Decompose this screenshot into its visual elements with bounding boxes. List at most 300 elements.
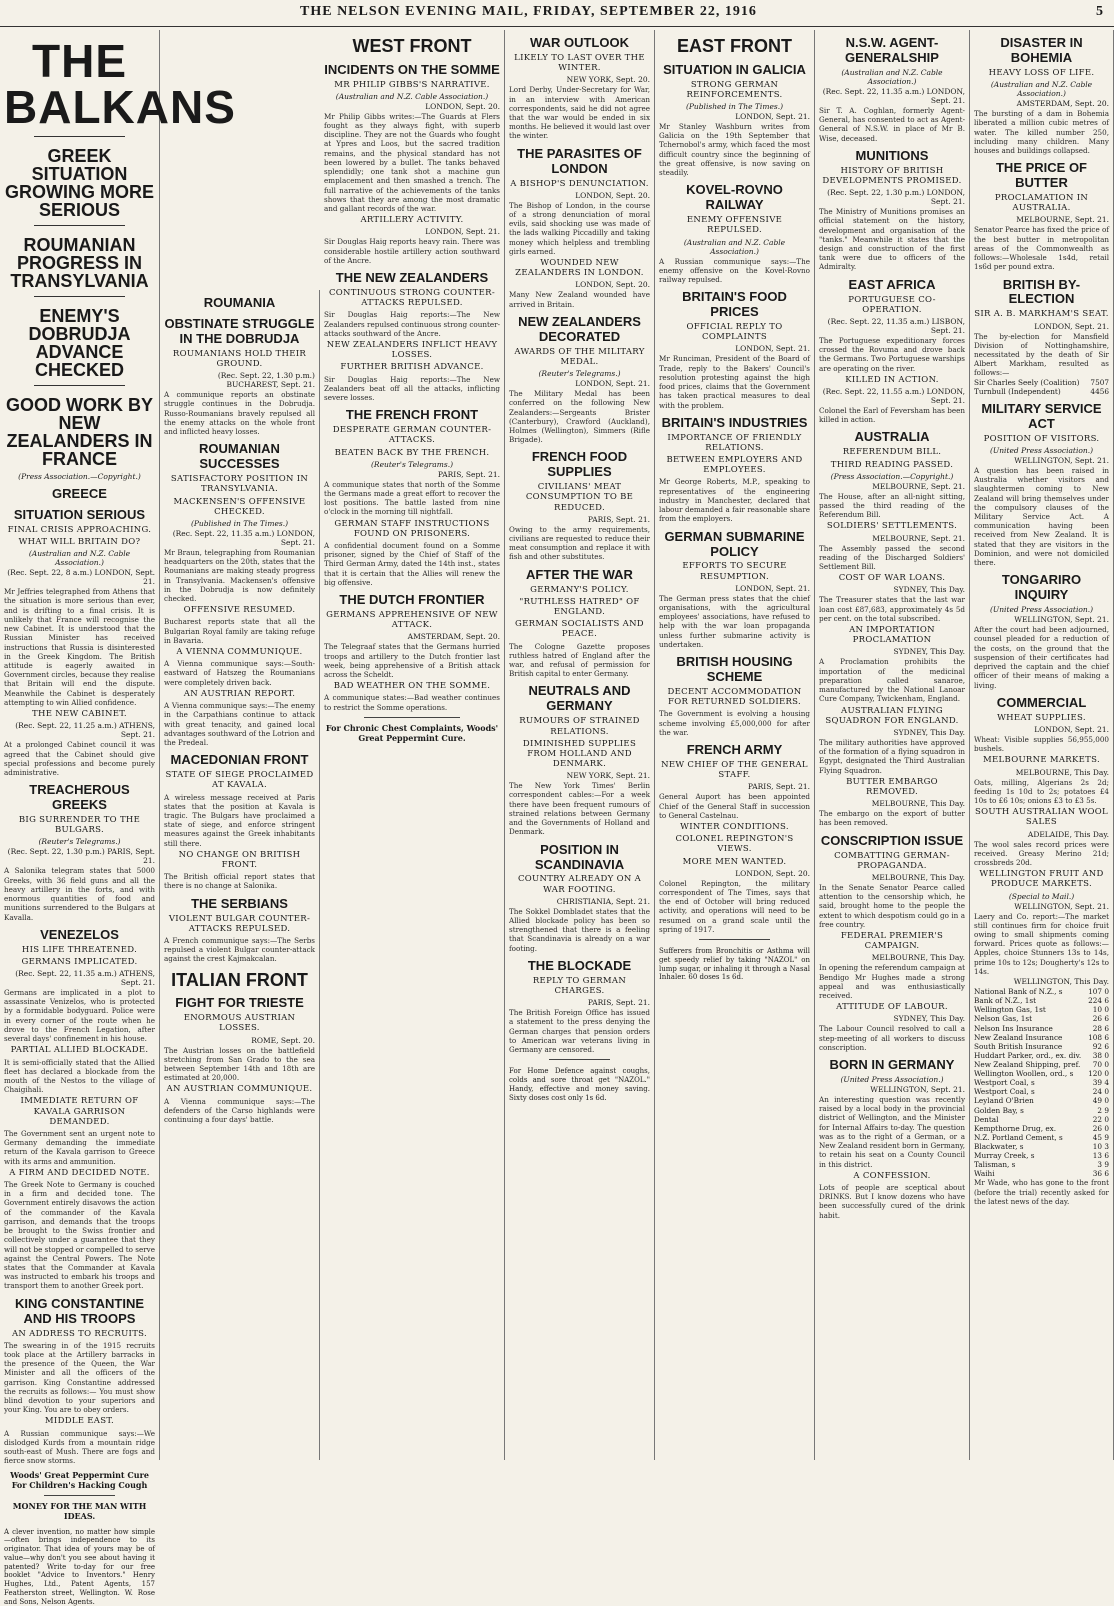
subhead: REFERENDUM BILL. — [842, 447, 942, 458]
divider — [699, 939, 770, 940]
column-balkans — [0, 30, 236, 1606]
subhead: ATTITUDE OF LABOUR. — [836, 1002, 948, 1013]
subhead: GERMANY'S POLICY. — [530, 584, 629, 595]
subhead: GERMAN STAFF INSTRUCTIONS FOUND ON PRISONERS. — [334, 518, 490, 539]
stock-price: 22 0 — [1092, 1114, 1109, 1124]
headline-scandinavia: POSITION IN SCANDINAVIA — [534, 841, 625, 872]
table-row — [974, 1096, 1109, 1105]
article-text: The Labour Council resolved to call a step-meeting of all workers to discuss conscription. — [819, 1024, 965, 1052]
stock-name: New Zealand Insurance — [974, 1032, 1063, 1042]
dateline: LONDON, Sept. 20. — [575, 280, 650, 290]
dateline: (Rec. Sept. 22, 11.35 a.m.) LISBON, Sept. 21. — [827, 316, 965, 335]
subhead: CONTINUOUS STRONG COUNTER-ATTACKS REPULSED. — [328, 288, 495, 309]
headline-king-constantine: KING CONSTANTINE AND HIS TROOPS — [14, 1295, 145, 1326]
subhead: STATE OF SIEGE PROCLAIMED AT KAVALA. — [165, 770, 314, 791]
subhead: ROUMANIANS HOLD THEIR GROUND. — [172, 348, 307, 369]
table-row — [974, 1051, 1109, 1060]
subhead: MIDDLE EAST. — [44, 1416, 115, 1427]
source: (Australian and N.Z. Cable Association.) — [683, 237, 786, 256]
stock-price: 13 6 — [1092, 1151, 1109, 1161]
article-text: Wheat: Visible supplies 56,955,000 bushels. — [974, 734, 1109, 754]
stock-name: N.Z. Portland Cement, s — [974, 1132, 1063, 1142]
table-row — [974, 1115, 1109, 1124]
subhead: RUMOURS OF STRAINED RELATIONS. — [519, 716, 640, 737]
dateline: LONDON, Sept. 21. — [735, 112, 810, 121]
article-text: The British Foreign Office has issued a statement to the press denying the German charges that pension orders to American war veterans living in Germany are censored. — [509, 1008, 650, 1055]
headline-parasites-london: THE PARASITES OF LONDON — [517, 145, 642, 176]
column-commercial — [970, 30, 1114, 1460]
headline-italian-front: ITALIAN FRONT — [171, 969, 308, 990]
table-row — [974, 1169, 1109, 1178]
article-text: A communique states:—Bad weather continues to restrict the Somme operations. — [324, 693, 500, 712]
article-text: In opening the referendum campaign at Bendigo Mr Hughes made a strong appeal and was enthusiastically received. — [819, 963, 965, 1001]
article-text: A communique states that north of the Somme the Germans made a great effort to recover the lost positions. The battle lasted from nine o'clock in the morning till nightfall. — [324, 479, 500, 517]
credit: (Press Association.—Copyright.) — [18, 472, 141, 481]
source: (United Press Association.) — [840, 1075, 944, 1085]
article-text: A Proclamation prohibits the importation of the medicinal preparation called sanaroe, manufactured by the National Lanoar Cure Company, Twickenham, England. — [819, 657, 965, 704]
headline-nsw-agent: N.S.W. AGENT-GENERALSHIP — [845, 35, 939, 65]
dateline: LONDON, Sept. 21. — [1034, 321, 1109, 331]
advertisement-peppermint-cure: For Chronic Chest Complaints, Woods' Great Peppermint Cure. — [325, 722, 499, 743]
divider — [34, 385, 125, 386]
article-text: A confidential document found on a Somme prisoner, signed by the Chief of Staff of the Third German Army, dated the 14th inst., states that it is certain that the Allies will renew the big offensive. — [324, 541, 500, 587]
advertisement-nazol-asthma: Sufferers from Bronchitis or Asthma will get speedy relief by taking "NAZOL" on lump sugar, or inhaling it through a Nasal Inhaler. 60 doses 1s 6d. — [659, 947, 810, 982]
article-text: Colonel Repington, the military correspondent of The Times, says that the end of October will bring reduced activity, and operations will need to be resumed on a grand scale until the spring of 1917. — [659, 878, 810, 934]
dateline: SYDNEY, This Day. — [893, 727, 965, 737]
subhead: NEW ZEALANDERS INFLICT HEAVY LOSSES. — [326, 340, 498, 361]
headline-roumanian-successes: ROUMANIAN SUCCESSES — [199, 441, 280, 472]
article-text: The Austrian losses on the battlefield stretching from San Grado to the sea between September 14th and 18th are estimated at 20,000. — [164, 1045, 315, 1083]
article-text: The Government is evolving a housing scheme involving £5,000,000 for after the war. — [659, 709, 810, 737]
stock-price: 26 0 — [1092, 1123, 1109, 1133]
table-row — [974, 1160, 1109, 1169]
dateline: LONDON, Sept. 21. — [735, 344, 810, 354]
article-text: Mr George Roberts, M.P., speaking to representatives of the engineering industry in Manchester, declared that labour demanded a fair reasonable share from the employers. — [659, 477, 810, 524]
headline-military-service: MILITARY SERVICE ACT — [981, 400, 1102, 431]
article-text: Sir Douglas Haig reports:—The New Zealanders repulsed continuous strong counter-attacks southward of the Ancre. — [324, 310, 500, 338]
subhead: "RUTHLESS HATRED" OF ENGLAND. — [519, 596, 640, 617]
subhead-new-zealanders: GOOD WORK BY NEW ZEALANDERS IN FRANCE — [6, 395, 153, 469]
article-text: A Russian communique says:—The enemy offensive on the Kovel-Rovno railway repulsed. — [659, 256, 810, 284]
article-text: In the Senate Senator Pearce called attention to the censorship which, he said, brought home to the people the extent to which despotism could go in a free country. — [819, 882, 965, 929]
article-text: An interesting question was recently raised by a local body in the provincial district of Wellington, and the Minister for Internal Affairs to-day. The question was as to the right of a German, or a New Zealand resident born in Germany, to retain his seat on a County Council in this district. — [819, 1095, 965, 1169]
subhead: WELLINGTON FRUIT AND PRODUCE MARKETS. — [979, 869, 1104, 890]
subhead: PORTUGUESE CO-OPERATION. — [848, 294, 936, 315]
candidate: Turnbull (Independent) — [974, 386, 1061, 396]
subhead: PROCLAMATION IN AUSTRALIA. — [994, 193, 1089, 214]
article-text: A communique reports an obstinate struggle continues in the Dobrudja. Russo-Roumanians bravely repulsed all the enemy attacks on the whole front and inflicted heavy losses. — [164, 390, 315, 437]
article-text: Mr Stanley Washburn writes from Galicia on the 19th September that Tchernobol's army, which faced the most difficult country since the beginning of the great offensive, is now saving on steadily. — [659, 122, 810, 178]
dateline: ADELAIDE, This Day. — [1027, 829, 1109, 839]
table-row — [974, 987, 1109, 996]
headline-kovel-rovno: KOVEL-ROVNO RAILWAY — [686, 182, 783, 213]
subhead: SATISFACTORY POSITION IN TRANSYLVANIA. — [170, 474, 309, 495]
table-row — [974, 387, 1109, 396]
subhead: VIOLENT BULGAR COUNTER-ATTACKS REPULSED. — [168, 913, 311, 934]
subhead: GERMANS APPREHENSIVE OF NEW ATTACK. — [326, 610, 498, 631]
subhead: OFFENSIVE RESUMED. — [183, 605, 296, 616]
election-results-table — [974, 378, 1109, 396]
newspaper-title: THE NELSON EVENING MAIL, FRIDAY, SEPTEMBER 22, 1916 — [300, 4, 757, 19]
dateline: (Rec. Sept. 22, 11.35 a.m.) ATHENS, Sept. 21. — [15, 969, 155, 988]
table-row — [974, 378, 1109, 387]
stock-price: 24 0 — [1092, 1087, 1109, 1097]
dateline: LONDON, Sept. 20. — [735, 868, 810, 878]
subhead: IMMEDIATE RETURN OF KAVALA GARRISON DEMANDED. — [20, 1096, 139, 1127]
source: (Published in The Times.) — [190, 518, 289, 528]
dateline: SYDNEY, This Day. — [893, 585, 965, 595]
subhead: BUTTER EMBARGO REMOVED. — [846, 776, 938, 797]
article-text: The bursting of a dam in Bohemia liberated a million cubic metres of water. The killed number 250, including many children. Many houses and buildings collapsed. — [974, 109, 1109, 155]
article-text: The Ministry of Munitions promises an official statement on the history, development and organisation of the "tanks." Meanwhile it states that the design and construction of the first tank were due to officers of the Admiralty. — [819, 207, 965, 272]
stock-price: 10 3 — [1092, 1141, 1109, 1151]
headline-east-front: EAST FRONT — [677, 36, 792, 56]
headline-by-election: BRITISH BY-ELECTION — [1002, 276, 1081, 307]
subhead: AN IMPORTATION PROCLAMATION — [849, 625, 935, 646]
article-text: A French communique says:—The Serbs repulsed a violent Bulgar counter-attack against the crest Kajmakcalan. — [164, 935, 315, 964]
stock-name: Wellington Gas, 1st — [974, 1005, 1046, 1015]
dateline: SYDNEY, This Day. — [893, 647, 965, 657]
table-row — [974, 1133, 1109, 1142]
dateline: (Rec. Sept. 22, 8 a.m.) LONDON, Sept. 21. — [7, 568, 155, 587]
article-text: A Vienna communique says:—South-eastward of Hatszeg the Roumanians were completely driven back. — [164, 659, 315, 687]
article-text: Colonel the Earl of Feversham has been killed in action. — [819, 405, 965, 425]
subhead: A BISHOP'S DENUNCIATION. — [510, 178, 649, 189]
article-text: The Cologne Gazette proposes ruthless hatred of England after the war, and refusal of permission for British capital to enter Germany. — [509, 641, 650, 679]
article-text: Lots of people are sceptical about DRINKS. But I know dozens who have been successfully cured of the drink habit. — [819, 1182, 965, 1220]
headline-price-of-butter: THE PRICE OF BUTTER — [995, 160, 1087, 191]
table-row — [974, 1069, 1109, 1078]
subhead: COLONEL REPINGTON'S VIEWS. — [675, 834, 794, 855]
dateline: PARIS, Sept. 21. — [437, 469, 500, 479]
stock-name: South British Insurance — [974, 1041, 1063, 1051]
stock-price: 120 0 — [1088, 1069, 1109, 1079]
headline-housing-scheme: BRITISH HOUSING SCHEME — [676, 654, 793, 685]
subhead: AN AUSTRIAN COMMUNIQUE. — [166, 1084, 313, 1095]
article-text: A question has been raised in Australia whether visitors and slaughtermen coming to New Zealand will bring themselves under the compulsory clauses of the Military Service Act. A communication having been received from New Zealand. It is stated that they are visitors in the Dominion, and were not domiciled there. — [974, 465, 1109, 568]
article-text: The Treasurer states that the last war loan cost £87,683, approximately 4s 5d per cent. on the total subscribed. — [819, 595, 965, 623]
dateline: AMSTERDAM, Sept. 20. — [1016, 99, 1109, 109]
dateline: MELBOURNE, This Day. — [871, 799, 965, 809]
advertisement-nazol: For Home Defence against coughs, colds and sore throat get "NAZOL." Handy, effective and money saving. Sixty doses cost only 1s 6d. — [509, 1067, 650, 1102]
subhead: MELBOURNE MARKETS. — [983, 755, 1100, 766]
subhead: THE NEW CABINET. — [32, 709, 127, 720]
dateline: LONDON, Sept. 21. — [425, 227, 500, 237]
votes: 4456 — [1090, 386, 1109, 396]
article-text: A wireless message received at Paris states that the position at Kavala is tragic. The Bulgars have proclaimed a state of siege, and enforce stringent measures against the Greek inhabitants still there. — [164, 792, 315, 848]
subhead: BETWEEN EMPLOYERS AND EMPLOYEES. — [666, 455, 803, 476]
source: (United Press Association.) — [989, 445, 1094, 455]
subhead: ENEMY OFFENSIVE REPULSED. — [686, 215, 783, 236]
article-text: Mr Jeffries telegraphed from Athens that the situation is more serious than ever, and is drifting to a final crisis. It is unlikely that France will recognise the new Cabinet. It is understood that the Russian Minister has received instructions that Russia is disinterested in the Greek Kingdom. The British attitude is eagerly awaited in Government circles, because they realise that Britain will end the dispute. Meanwhile the Cabinet is desperately attempting to win Allied confidence. — [4, 587, 155, 707]
article-text: Lord Derby, Under-Secretary for War, in an interview with American correspondents, said he did not agree that the war would be ended in six months. He believed it would last over the winter. — [509, 85, 650, 141]
stock-price: 45 9 — [1092, 1132, 1109, 1142]
headline-after-the-war: AFTER THE WAR — [526, 566, 633, 582]
dateline: LONDON, Sept. 20. — [575, 190, 650, 200]
subhead: COUNTRY ALREADY ON A WAR FOOTING. — [517, 874, 642, 895]
headline-incidents-somme: INCIDENTS ON THE SOMME — [324, 61, 500, 77]
article-text: The wool sales record prices were received. Greasy Merino 21d; crossbreds 20d. — [974, 839, 1109, 867]
headline-commercial: COMMERCIAL — [996, 694, 1087, 710]
headline-west-front: WEST FRONT — [352, 36, 472, 56]
source: (Reuter's Telegrams.) — [538, 369, 621, 379]
headline-tongariro: TONGARIRO INQUIRY — [1001, 572, 1082, 603]
column-roumania — [160, 290, 320, 1460]
headline-treacherous-greeks: TREACHEROUS GREEKS — [29, 782, 130, 813]
headline-blockade: THE BLOCKADE — [527, 957, 632, 973]
stock-price: 3 9 — [1097, 1160, 1109, 1170]
headline-french-food-supplies: FRENCH FOOD SUPPLIES — [531, 449, 628, 480]
subhead: LIKELY TO LAST OVER THE WINTER. — [514, 52, 645, 74]
stock-price: 70 0 — [1092, 1059, 1109, 1069]
stock-name: Waihi — [974, 1169, 995, 1179]
column-australia — [815, 30, 970, 1460]
subhead: ARTILLERY ACTIVITY. — [360, 215, 464, 226]
headline-australia: AUSTRALIA — [854, 429, 930, 445]
subhead: MR PHILIP GIBBS'S NARRATIVE. — [334, 79, 490, 90]
dateline: LONDON, Sept. 21. — [735, 583, 810, 593]
stock-name: Westport Coal, s — [974, 1078, 1035, 1088]
table-row — [974, 1033, 1109, 1042]
headline-balkans: THE BALKANS — [4, 35, 236, 133]
table-row — [974, 1124, 1109, 1133]
subhead: HIS LIFE THREATENED. — [21, 944, 138, 955]
stock-name: Golden Bay, s — [974, 1105, 1024, 1115]
stock-price: 108 6 — [1088, 1032, 1109, 1042]
subhead: DIMINISHED SUPPLIES FROM HOLLAND AND DENMARK. — [522, 738, 637, 770]
dateline: WELLINGTON, Sept. 21. — [1014, 615, 1109, 625]
headline-roumania: ROUMANIA — [203, 295, 276, 310]
stock-name: New Zealand Shipping, pref. — [974, 1059, 1081, 1069]
stock-price: 107 0 — [1088, 987, 1109, 997]
stock-name: Blackwater, s — [974, 1141, 1024, 1151]
article-text: The Bishop of London, in the course of a strong denunciation of moral evils, said shocking use was made of the lads walking Piccadilly and taking money which helpless and trembling girls earned. — [509, 200, 650, 256]
subhead: SOUTH AUSTRALIAN WOOL SALES — [975, 807, 1108, 828]
headline-french-army: FRENCH ARMY — [686, 742, 783, 758]
stock-price: 92 6 — [1092, 1041, 1109, 1051]
subhead: FINAL CRISIS APPROACHING. — [7, 524, 152, 535]
article-text: Mr Wade, who has gone to the front (before the trial) recently asked for the latest news of the day. — [974, 1178, 1109, 1206]
article-text: Sir Douglas Haig reports:—The New Zealanders beat off all the attacks, inflicting severe losses. — [324, 374, 500, 403]
article-text: The Government sent an urgent note to Germany demanding the immediate return of the Kavala garrison to Greece with its arms and ammunition. — [4, 1128, 155, 1166]
dateline: CHRISTIANIA, Sept. 21. — [556, 896, 650, 906]
headline-food-prices: BRITAIN'S FOOD PRICES — [682, 289, 787, 320]
subhead: PARTIAL ALLIED BLOCKADE. — [10, 1045, 149, 1056]
article-text: Mr Runciman, President of the Board of Trade, reply to the Bakers' Council's resolution protesting against the high food prices, claims that the Government has taken practical measures to deal with the problem. — [659, 354, 810, 410]
article-text: A Vienna communique says:—The enemy in the Carpathians continue to attack with great tenacity, and gained local advantages southward of the Lotrion and the Predeal. — [164, 701, 315, 747]
stock-name: Bank of N.Z., 1st — [974, 996, 1037, 1006]
dateline: MELBOURNE, This Day. — [1015, 767, 1109, 777]
subhead: WHAT WILL BRITAIN DO? — [18, 537, 141, 548]
headline-obstinate-struggle: OBSTINATE STRUGGLE IN THE DOBRUDJA — [164, 315, 315, 346]
stock-name: Wellington Woollen, ord., s — [974, 1069, 1074, 1079]
dateline: SYDNEY, This Day. — [893, 1014, 965, 1024]
subhead-dobrudja: ENEMY'S DOBRUDJA ADVANCE CHECKED — [28, 306, 131, 380]
subhead: DECENT ACCOMMODATION FOR RETURNED SOLDIERS. — [667, 687, 802, 708]
subhead: SOLDIERS' SETTLEMENTS. — [826, 521, 958, 532]
table-row — [974, 1042, 1109, 1051]
article-text: It is semi-officially stated that the Allied fleet has declared a blockade from the mouth of the Nestos to the village of Chaigihali. — [4, 1057, 155, 1095]
source: (Reuter's Telegrams.) — [371, 459, 453, 469]
subhead: KILLED IN ACTION. — [845, 374, 939, 385]
stock-price: 224 6 — [1088, 996, 1109, 1006]
article-text: The military authorities have approved of the formation of a flying squadron in Egypt, designated the Third Australian Flying Squadron. — [819, 737, 965, 775]
stock-price: 39 4 — [1092, 1078, 1109, 1088]
subhead: FEDERAL PREMIER'S CAMPAIGN. — [840, 931, 944, 952]
dateline: (Rec. Sept. 22, 11.25 a.m.) ATHENS, Sept. 21. — [15, 721, 155, 740]
subhead: NEW CHIEF OF THE GENERAL STAFF. — [661, 759, 808, 781]
article-text: After the court had been adjourned, counsel pleaded for a reduction of the costs, on the ground that the suspension of their certificates had deprived the captain and the chief officer of their means of making a living. — [974, 625, 1109, 690]
dateline: AMSTERDAM, Sept. 20. — [407, 632, 500, 642]
subhead: WINTER CONDITIONS. — [680, 822, 789, 832]
subhead: WHEAT SUPPLIES. — [997, 712, 1086, 723]
stock-name: Dental — [974, 1114, 999, 1124]
stock-name: Westport Coal, s — [974, 1087, 1035, 1097]
dateline: WELLINGTON, Sept. 21. — [870, 1085, 965, 1095]
source: (Australian and N.Z. Cable Association.) — [28, 549, 131, 568]
subhead: COST OF WAR LOANS. — [838, 573, 946, 584]
headline-galicia: SITUATION IN GALICIA — [663, 61, 806, 77]
article-text: The British official report states that there is no change at Salonika. — [164, 872, 315, 891]
subhead: A VIENNA COMMUNIQUE. — [176, 647, 303, 658]
subhead: HEAVY LOSS OF LIFE. — [988, 67, 1095, 78]
subhead: AN ADDRESS TO RECRUITS. — [11, 1328, 147, 1339]
candidate: Sir Charles Seely (Coalition) — [974, 377, 1080, 387]
stock-table — [974, 987, 1109, 1178]
subhead: THIRD READING PASSED. — [830, 459, 954, 470]
dateline: (Rec. Sept. 22, 11.35 a.m.) LONDON, Sept. 21. — [172, 528, 315, 547]
dateline: LONDON, Sept. 20. — [425, 101, 500, 111]
subhead: GERMANS IMPLICATED. — [21, 956, 138, 967]
article-text: General Auport has been appointed Chief of the General Staff in succession to General Castelnau. — [659, 792, 810, 820]
article-text: Bucharest reports state that all the Bulgarian Royal family are taking refuge in Bavaria. — [164, 617, 315, 645]
source: (United Press Association.) — [989, 605, 1094, 615]
headline-east-africa: EAST AFRICA — [848, 276, 936, 292]
stock-name: Talisman, s — [974, 1160, 1016, 1170]
stock-price: 28 6 — [1092, 1023, 1109, 1033]
dateline: (Rec. Sept. 22, 1.30 p.m.) PARIS, Sept. 21. — [7, 847, 155, 866]
article-text: Sir T. A. Coghlan, formerly Agent-General, has consented to act as Agent-General of N.S.W. in place of Mr B. Wise, deceased. — [819, 105, 965, 143]
table-row — [974, 1078, 1109, 1087]
headline-venezelos: VENEZELOS — [40, 926, 119, 942]
headline-new-zealanders-decorated: NEW ZEALANDERS DECORATED — [518, 313, 641, 344]
stock-price: 26 6 — [1092, 1014, 1109, 1024]
table-row — [974, 1142, 1109, 1151]
table-row — [974, 1151, 1109, 1160]
headline-greece: GREECE — [52, 486, 107, 501]
masthead — [0, 0, 1114, 27]
subhead: WOUNDED NEW ZEALANDERS IN LONDON. — [515, 258, 644, 279]
dateline: PARIS, Sept. 21. — [747, 782, 810, 792]
article-text: Senator Pearce has fixed the price of the best butter in metropolitan areas of the Commonwealth as follows:—Wholesale 1s4d, retail 1s6d per pound extra. — [974, 225, 1109, 272]
dateline: WELLINGTON, Sept. 21. — [1014, 455, 1109, 465]
column-west-front — [320, 30, 505, 1460]
article-text: The Military Medal has been conferred on the following New Zealanders:—Sergeants Brister (Canterbury), Crawford (Auckland), Holmes (Wellington), Simmers (Rifle Brigade). — [509, 389, 650, 445]
stock-name: Leyland O'Brien — [974, 1096, 1034, 1106]
article-text: Many New Zealand wounded have arrived in Britain. — [509, 290, 650, 309]
source: (Australian and N.Z. Cable Association.) — [335, 91, 489, 101]
subhead: HISTORY OF BRITISH DEVELOPMENTS PROMISED. — [822, 165, 962, 186]
article-text: The Assembly passed the second reading of the Discharged Soldiers' Settlement Bill. — [819, 543, 965, 571]
table-row — [974, 1005, 1109, 1014]
article-text: A Vienna communique says:—The defenders of the Carso highlands were continuing a four days' battle. — [164, 1096, 315, 1125]
article-text: At a prolonged Cabinet council it was agreed that the Cabinet should give special professions and become purely administrative. — [4, 740, 155, 777]
subhead: EFFORTS TO SECURE RESUMPTION. — [682, 561, 787, 582]
stock-name: National Bank of N.Z., s — [974, 987, 1063, 997]
subhead: BAD WEATHER ON THE SOMME. — [333, 681, 491, 692]
dateline: ROME, Sept. 20. — [251, 1035, 315, 1045]
table-row — [974, 1087, 1109, 1096]
subhead: GERMAN SOCIALISTS AND PEACE. — [515, 619, 644, 640]
advertisement-peppermint: Woods' Great Peppermint Cure For Children's Hacking Cough — [10, 1469, 149, 1490]
headline-french-front: THE FRENCH FRONT — [345, 407, 479, 423]
table-row — [974, 1106, 1109, 1115]
source: (Press Association.—Copyright.) — [830, 471, 954, 481]
headline-macedonian-front: MACEDONIAN FRONT — [170, 752, 309, 768]
dateline: (Rec. Sept. 22, 11.35 a.m.) LONDON, Sept. 21. — [822, 86, 965, 105]
source: (Reuter's Telegrams.) — [38, 837, 121, 847]
subhead: AN AUSTRIAN REPORT. — [183, 688, 296, 699]
dateline: MELBOURNE, Sept. 21. — [872, 481, 965, 491]
subhead: SIR A. B. MARKHAM'S SEAT. — [974, 309, 1109, 320]
stock-name: Nelson Ins Insurance — [974, 1023, 1053, 1033]
subhead: REPLY TO GERMAN CHARGES. — [532, 975, 627, 997]
column-war-outlook — [505, 30, 655, 1460]
stock-price: 10 0 — [1092, 1005, 1109, 1015]
dateline: NEW YORK, Sept. 20. — [566, 75, 650, 85]
source: (Australian and N.Z. Cable Association.) — [990, 80, 1093, 99]
article-text: The New York Times' Berlin correspondent cables:—For a week there have been frequent rumours of strained relations between Germany and the Governments of Holland and Denmark. — [509, 781, 650, 837]
subhead: AUSTRALIAN FLYING SQUADRON FOR ENGLAND. — [825, 705, 959, 726]
advertisement-text: A clever invention, no matter how simple—often brings independence to its originator. That idea of yours may be of value—why don't you see about having it patented? Write to-day for our free booklet "Advice to Inventors." Henry Hughes, Ltd., Patent Agents, 157 Featherston street, Wellington. W. Rose and Sons, Nelson Agents. — [4, 1527, 155, 1606]
article-text: The by-election for Mansfield Division of Nottinghamshire, necessitated by the death of Sir Albert Markham, resulted as follows:— — [974, 331, 1109, 378]
table-row — [974, 1060, 1109, 1069]
article-text: Owing to the army requirements, civilians are requested to reduce their meat consumption and replace it with fish and other substitutes. — [509, 524, 650, 562]
page-number: 5 — [1096, 4, 1104, 19]
headline-born-in-germany: BORN IN GERMANY — [829, 1057, 955, 1073]
article-text: Laery and Co. report:—The market still continues firm for choice fruit owing to small shipments coming forward. Prices quote as follows:—Apples, choice Stunners 13s to 14s, prime 10s to 12s; Dougherty's 12s to 14s. — [974, 911, 1109, 976]
dateline: MELBOURNE, This Day. — [871, 953, 965, 963]
stock-name: Murray Creek, s — [974, 1151, 1035, 1161]
stock-price: 38 0 — [1092, 1050, 1109, 1060]
divider — [34, 136, 125, 137]
headline-submarine-policy: GERMAN SUBMARINE POLICY — [664, 528, 805, 559]
subhead: MACKENSEN'S OFFENSIVE CHECKED. — [173, 496, 306, 517]
article-text: Sir Douglas Haig reports heavy rain. There was considerable hostile artillery action southward of the Ancre. — [324, 237, 500, 265]
table-row — [974, 1014, 1109, 1023]
dateline: LONDON, Sept. 21. — [575, 379, 650, 389]
dateline: (Rec. Sept. 22, 11.55 a.m.) LONDON, Sept. 21. — [822, 386, 965, 405]
source: (Special to Mail.) — [1008, 891, 1075, 901]
subhead-greek: GREEK SITUATION GROWING MORE SERIOUS — [5, 146, 154, 220]
stock-price: 36 6 — [1092, 1169, 1109, 1179]
article-text: Oats, milling, Algerians 2s 2d; feeding 1s 10d to 2s; potatoes £4 10s to £6 10s; onions £3 to £3 5s. — [974, 777, 1109, 805]
subhead: MORE MEN WANTED. — [682, 856, 787, 867]
headline-serbians: THE SERBIANS — [191, 895, 288, 911]
subhead: A CONFESSION. — [853, 1170, 931, 1181]
dateline: PARIS, Sept. 21. — [587, 514, 650, 524]
headline-dutch-frontier: THE DUTCH FRONTIER — [339, 592, 485, 608]
headline-britains-industries: BRITAIN'S INDUSTRIES — [661, 414, 808, 430]
subhead: NO CHANGE ON BRITISH FRONT. — [178, 849, 301, 870]
source: (Published in The Times.) — [685, 102, 784, 111]
dateline: WELLINGTON, Sept. 21. — [1014, 901, 1109, 911]
subhead: DESPERATE GERMAN COUNTER-ATTACKS. — [332, 425, 492, 446]
divider — [34, 296, 125, 297]
headline-situation-serious: SITUATION SERIOUS — [13, 506, 146, 522]
headline-war-outlook: WAR OUTLOOK — [530, 35, 629, 50]
dateline: LONDON, Sept. 21. — [1034, 724, 1109, 734]
